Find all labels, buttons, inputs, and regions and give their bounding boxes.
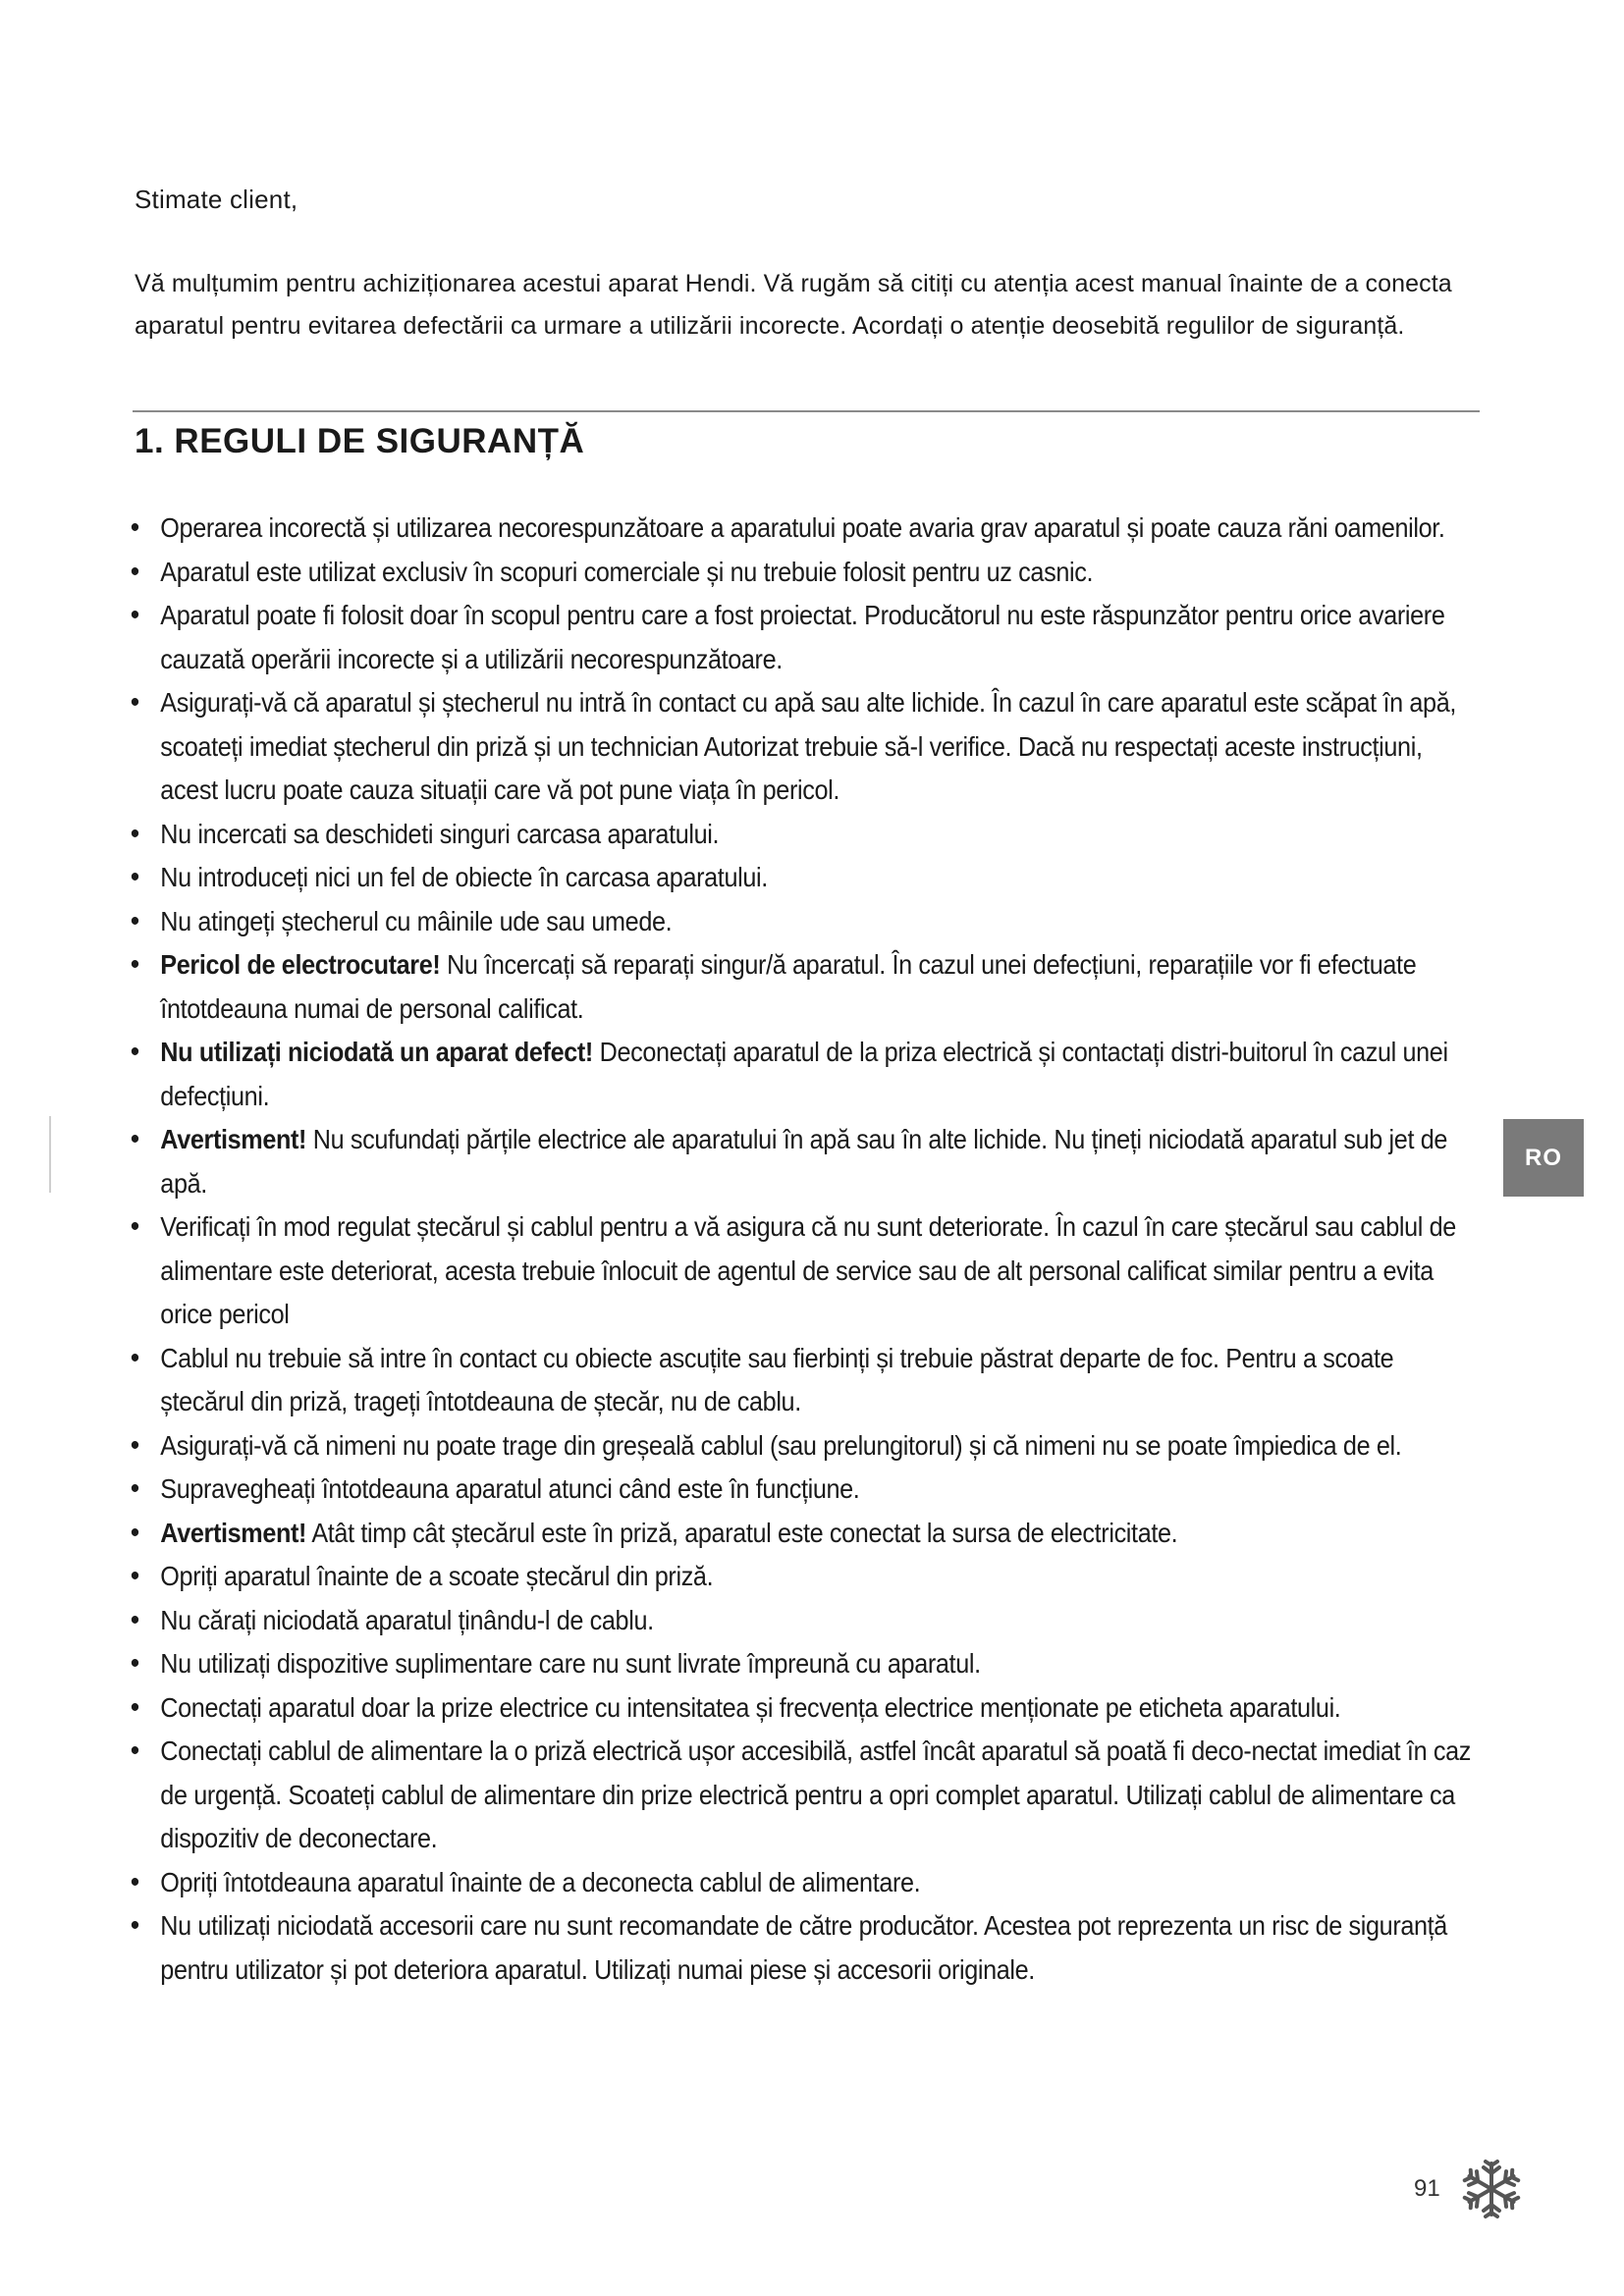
list-item <box>128 1599 1477 1643</box>
list-item-emphasis: Avertisment! <box>160 1517 307 1548</box>
list-item <box>128 1031 1477 1118</box>
list-item <box>128 594 1477 681</box>
list-item <box>128 943 1477 1031</box>
list-item-text: Nu utilizați niciodată accesorii care nu sunt recomandate de către producător. Acestea pot reprezenta un risc de siguranță pentru utilizator și pot deteriora aparatul. Utilizați numai piese și accesorii originale. <box>160 1910 1447 1985</box>
list-item-text: Nu utilizați dispozitive suplimentare care nu sunt livrate împreună cu aparatul. <box>160 1648 981 1679</box>
list-item <box>128 507 1477 551</box>
list-item <box>128 551 1477 595</box>
list-item <box>128 1861 1477 1905</box>
list-item-text: Opriți întotdeauna aparatul înainte de a deconecta cablul de alimentare. <box>160 1866 921 1897</box>
list-item-text: Conectați aparatul doar la prize electrice cu intensitatea și frecvența electrice menționate pe eticheta aparatului. <box>160 1691 1341 1723</box>
list-item <box>128 1686 1477 1731</box>
list-item <box>128 1337 1477 1424</box>
list-item-text: Aparatul poate fi folosit doar în scopul pentru care a fost proiectat. Producătorul nu este răspunzător pentru orice avariere cauzată operării incorecte și a utilizării necorespunzătoare. <box>160 600 1445 674</box>
list-item-text: Cablul nu trebuie să intre în contact cu obiecte ascuțite sau fierbinți și trebuie păstrat departe de foc. Pentru a scoate ștecărul din priză, trageți întotdeauna de ștecăr, nu de cablu. <box>160 1342 1394 1416</box>
list-item-text: Asigurați-vă că nimeni nu poate trage din greșeală cablul (sau prelungitorul) și că nimeni nu se poate împiedica de el. <box>160 1429 1402 1461</box>
list-item-text: Supravegheați întotdeauna aparatul atunci când este în funcțiune. <box>160 1473 860 1504</box>
list-item-text: Verificați în mod regulat ștecărul și cablul pentru a vă asigura că nu sunt deteriorate. În cazul în care ștecărul sau cablul de alimentare este deteriorat, acesta trebuie înlocuit de agentul de service sau de alt personal calificat similar pentru a evita orice pericol <box>160 1211 1456 1329</box>
list-item-text: Deconectați aparatul de la priza electrică și contactați distri-buitorul în cazul unei defecțiuni. <box>160 1037 1448 1111</box>
list-item-text: Nu scufundați părțile electrice ale aparatului în apă sau în alte lichide. Nu țineți niciodată aparatul sub jet de apă. <box>160 1124 1448 1199</box>
list-item <box>128 1555 1477 1599</box>
list-item-text: Opriți aparatul înainte de a scoate ștecărul din priză. <box>160 1561 714 1591</box>
list-item <box>128 1118 1477 1205</box>
list-item-text: Nu introduceți nici un fel de obiecte în carcasa aparatului. <box>160 862 768 892</box>
list-item-emphasis: Nu utilizați niciodată un aparat defect! <box>160 1037 593 1067</box>
page-footer <box>1414 2158 1523 2220</box>
list-item-text: Conectați cablul de alimentare la o priză electrică ușor accesibilă, astfel încât aparatul să poată fi deco-nectat imediat în caz de urgență. Scoateți cablul de alimentare din prize electrică pentru a opri complet aparatul. Utilizați cablul de alimentare ca dispozitiv de deconectare. <box>160 1735 1472 1853</box>
section-divider <box>133 410 1480 412</box>
list-item-emphasis: Avertisment! <box>160 1124 307 1154</box>
list-item <box>128 1468 1477 1512</box>
margin-mark <box>49 1116 51 1193</box>
list-item <box>128 1205 1477 1337</box>
list-item <box>128 1730 1477 1861</box>
list-item <box>128 1424 1477 1468</box>
list-item-text: Asigurați-vă că aparatul și ștecherul nu intră în contact cu apă sau alte lichide. În cazul în care aparatul este scăpat în apă, scoateți imediat ștecherul din priză și un technician Autorizat trebuie să-l verifice. Dacă nu respectați aceste instrucțiuni, acest lucru poate cauza situații care vă pot pune viața în pericol. <box>160 687 1457 805</box>
list-item <box>128 900 1477 944</box>
list-item <box>128 681 1477 813</box>
greeting: Stimate client, <box>135 185 298 214</box>
intro-paragraph: Vă mulțumim pentru achiziționarea acestui aparat Hendi. Vă rugăm să citiți cu atenția acest manual înainte de a conecta aparatul pentru evitarea defectării ca urmare a utilizării incorecte. Acordați o atenție deosebită regulilor de siguranță. <box>135 270 1452 340</box>
list-item <box>128 1904 1477 1992</box>
language-tab: RO <box>1503 1119 1584 1197</box>
list-item <box>128 1642 1477 1686</box>
list-item-text: Nu cărați niciodată aparatul ținându-l de cablu. <box>160 1604 654 1635</box>
list-item <box>128 856 1477 900</box>
safety-rules-list <box>128 507 1472 1992</box>
list-item-text: Nu încercați să reparați singur/ă aparatul. În cazul unei defecțiuni, reparațiile vor fi efectuate întotdeauna numai de personal calificat. <box>160 949 1417 1024</box>
list-item <box>128 1512 1477 1556</box>
page-number: 91 <box>1414 2175 1440 2202</box>
list-item-text: Atât timp cât ștecărul este în priză, aparatul este conectat la sursa de electricitate. <box>306 1517 1178 1548</box>
snowflake-icon <box>1460 2158 1523 2220</box>
list-item-text: Nu incercati sa deschideti singuri carcasa aparatului. <box>160 818 720 849</box>
list-item-text: Nu atingeți ștecherul cu mâinile ude sau umede. <box>160 905 673 936</box>
list-item-text: Operarea incorectă și utilizarea necorespunzătoare a aparatului poate avaria grav aparatul și poate cauza răni oamenilor. <box>160 512 1445 543</box>
section-title: 1. REGULI DE SIGURANȚĂ <box>135 422 585 460</box>
list-item-emphasis: Pericol de electrocutare! <box>160 949 441 980</box>
list-item-text: Aparatul este utilizat exclusiv în scopuri comerciale și nu trebuie folosit pentru uz casnic. <box>160 556 1094 587</box>
list-item <box>128 813 1477 857</box>
